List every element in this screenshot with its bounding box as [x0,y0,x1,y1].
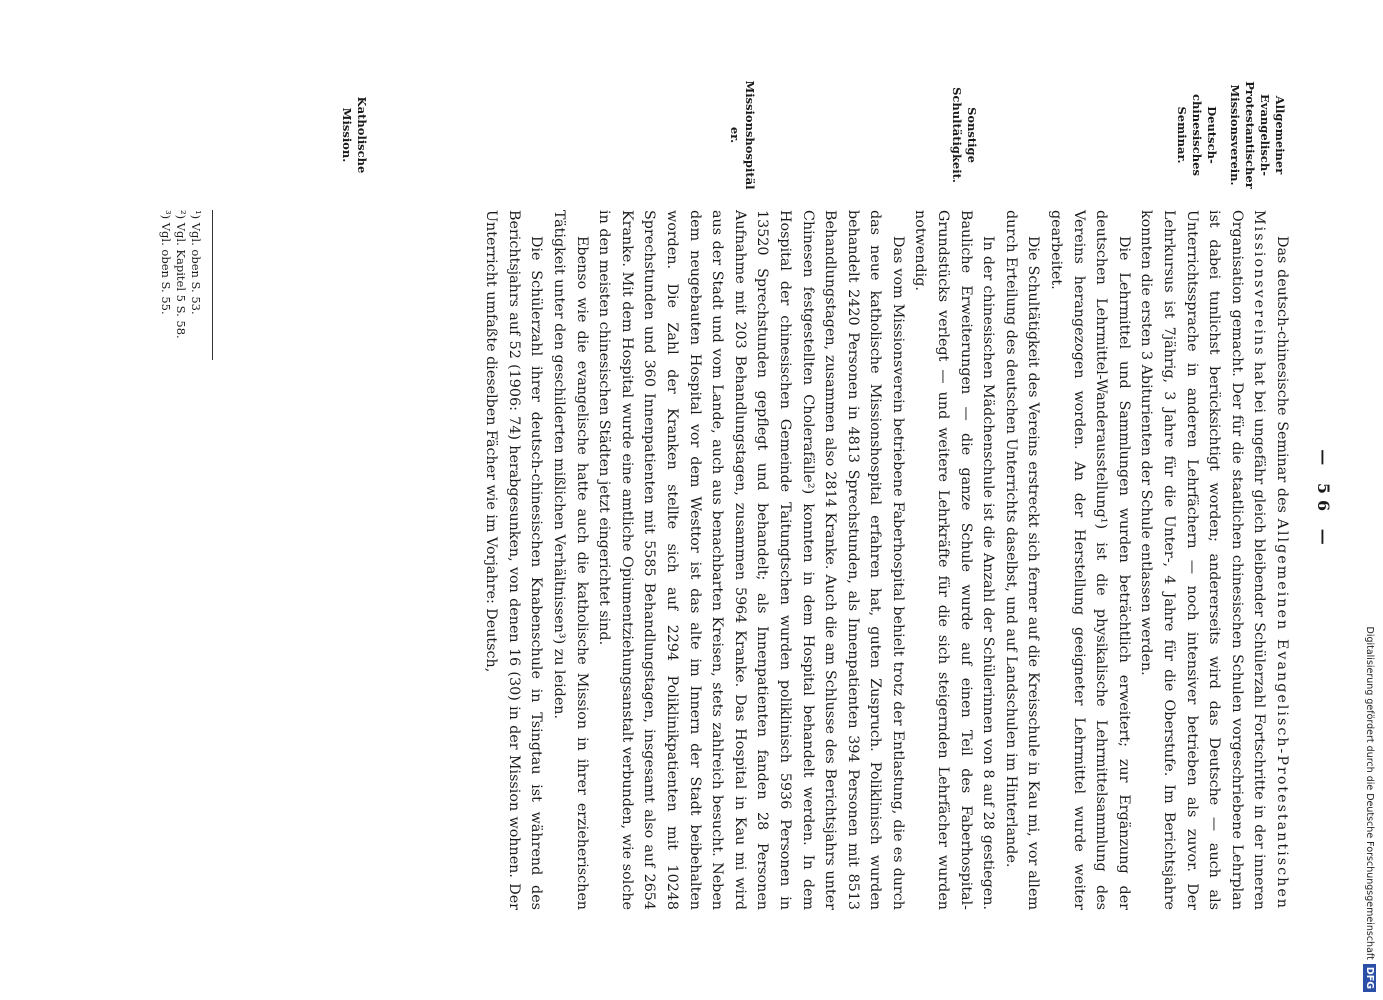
side-label-sonstige-schultaetigkeit: Sonstige Schultätigkeit. [950,87,979,183]
footnote-2: ²) Vgl. Kapitel 5 S. 58. [174,210,188,339]
side-label-deutsch-chinesisches-seminar: Deutsch-chinesisches Seminar. [1175,94,1219,176]
footnote-3: ³) Vgl. oben S. 55. [159,210,173,315]
side-label-missionshospitaeler: Missionshospitäler. [728,80,757,190]
paragraph-seminar: Das deutsch-chinesische Seminar des Allgemeinen Evangelisch-Protestantischen Missionsvereins hat bei ungefähr gleich bleibender Schülerzahl Fortschritte in der inneren Organisation gemacht. Der für die staatlichen chinesischen Schulen vorgeschriebene Lehrplan ist dabei tunlichst berücksichtigt worden; andererseits wird das Deutsche — auch als Unterrichtssprache in anderen Lehrfächern — noch intensiver betrieben als zuvor. Der Lehrkursus ist 7jährig, 3 Jahre für die Unter-, 4 Jahre für die Oberstufe. Im Berichtsjahre konnten die ersten 3 Abiturienten der Schule entlassen werden. [1138,210,1290,910]
footnote-divider [212,210,213,360]
paragraph-schultaetigkeit: Die Schultätigkeit des Vereins erstreckt sich ferner auf die Kreisschule in Kau mi, vor allem durch Erteilung des deutschen Unterrichts daselbst, und auf Landschulen im Hinterlande. [1002,210,1042,910]
paragraph-maedchenschule: In der chinesischen Mädchenschule ist die Anzahl der Schülerinnen von 8 auf 28 gestiegen. Bauliche Erweiterungen — die ganze Schule wurde auf einen Teil des Faberhospital-Grundstücks verlegt — und weitere Lehrkräfte für die sich steigernden Lehrfächer wurden notwendig. [912,210,997,910]
side-label-katholische-mission: Katholische Mission. [340,96,369,174]
digitization-credit [1361,8,1377,992]
side-label-allgemeiner-missionsverein: Allgemeiner Evangelisch-Protestantischer Missionsverein. [1228,81,1287,189]
paragraph-faberhospital: Das vom Missionsverein betriebene Faberhospital behielt trotz der Entlastung, die es durch das neue katholische Missionshospital erfahren hat, guten Zuspruch. Poliklinisch wurden behandelt 2420 Personen in 4813 Sprechstunden, als Innenpatienten 394 Personen mit 8513 Behandlungstagen, zusammen also 2814 Kranke. Auch die am Schlusse des Berichtsjahrs unter Chinesen festgestellten Cholerafälle²) konnten in dem Hospital behandelt werden. In dem Hospital der chinesischen Gemeinde Taitungtschen wurden poliklinisch 5936 Personen in 13520 Sprechstunden gepflegt und behandelt; als Innenpatienten fanden 28 Personen Aufnahme mit 203 Behandlungstagen, zusammen 5964 Kranke. Das Hospital in Kau mi wird aus der Stadt und vom Lande, auch aus benachbarten Kreisen, stets zahlreich besucht. Neben dem neugebauten Hospital vor dem Westtor ist das alte im Innern der Stadt beibehalten worden. Die Zahl der Kranken stellte sich auf 2294 Poliklinikpatienten mit 10248 Sprechstunden und 360 Innenpatienten mit 5585 Behandlungstagen, insgesamt also auf 2654 Kranke. Mit dem Hospital wurde eine amtliche Opiumentziehungsanstalt verbunden, wie solche in den meisten chinesischen Städten jetzt eingerichtet sind. [596,210,906,910]
paragraph-katholische-mission: Ebenso wie die evangelische hatte auch die katholische Mission in ihrer erzieherischen Tätigkeit unter den geschilderten mißlichen Verhältnissen³) zu leiden. [551,210,590,910]
footnote-1: ¹) Vgl. oben S. 53. [189,210,203,315]
paragraph-lehrmittel: Die Lehrmittel und Sammlungen wurden beträchtlich erweitert; zur Ergänzung der deutschen Lehrmittel-Wanderausstellung¹) ist die physikalische Lehrmittelsammlung des Vereins herangezogen worden. An der Herstellung geeigneter Lehrmittel wurde weiter gearbeitet. [1048,210,1132,910]
footnotes [158,210,203,910]
dfg-logo: DFG [1363,964,1376,992]
page-number: — 56 — [1314,449,1333,551]
main-text-column [480,210,1293,910]
paragraph-knabenschule: Die Schülerzahl ihrer deutsch-chinesischen Knabenschule in Tsingtau ist während des Berichtsjahrs auf 52 (1906: 74) herabgesunken, von denen 16 (30) in der Mission wohnen. Der Unterricht umfaßte dieselben Fächer wie im Vorjahre: Deutsch, [483,210,545,910]
credit-text: Digitalisierung gefördert durch die Deutsche Forschungsgemeinschaft [1364,626,1375,960]
spaced-emphasis: Allgemeinen Evangelisch-Protestantischen Missionsvereins [1251,210,1290,910]
